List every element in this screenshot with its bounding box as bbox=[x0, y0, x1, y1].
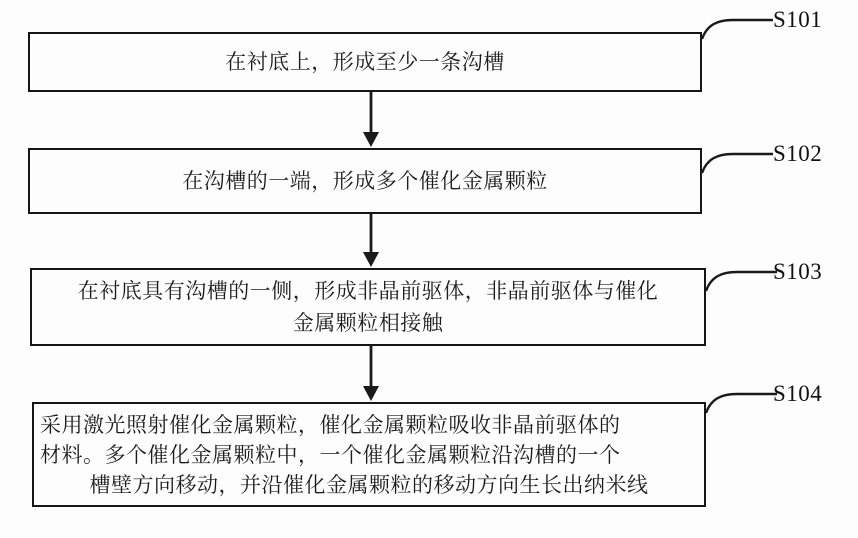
step-box-s104 bbox=[32, 402, 706, 507]
step-s103-text-line1: 在衬底具有沟槽的一侧，形成非晶前驱体，非晶前驱体与催化 bbox=[77, 279, 659, 303]
step-box-s102 bbox=[28, 148, 702, 214]
step-s104-text-line3: 槽壁方向移动，并沿催化金属颗粒的移动方向生长出纳米线 bbox=[89, 472, 649, 497]
step-s104-text-line2: 材料。多个催化金属颗粒中，一个催化金属颗粒沿沟槽的一个 bbox=[40, 442, 621, 467]
step-s102-text: 在沟槽的一端，形成多个催化金属颗粒 bbox=[182, 169, 548, 193]
leader-line-s103 bbox=[704, 267, 778, 295]
step-s103-text-line2: 金属颗粒相接触 bbox=[292, 311, 444, 335]
step-box-s103 bbox=[30, 268, 706, 346]
leader-line-s104 bbox=[704, 389, 778, 417]
step-label-s101: S101 bbox=[773, 7, 823, 32]
step-s101-text: 在衬底上，形成至少一条沟槽 bbox=[225, 50, 505, 74]
leader-line-s101 bbox=[700, 15, 774, 43]
down-arrow-icon bbox=[361, 214, 381, 267]
step-label-s103: S103 bbox=[773, 259, 823, 284]
step-box-s101 bbox=[28, 32, 702, 92]
step-s104-text-line1: 采用激光照射催化金属颗粒，催化金属颗粒吸收非晶前驱体的 bbox=[40, 412, 621, 437]
leader-line-s102 bbox=[700, 149, 774, 177]
down-arrow-icon bbox=[361, 92, 381, 147]
step-label-s104: S104 bbox=[773, 381, 823, 406]
step-label-s102: S102 bbox=[773, 141, 823, 166]
down-arrow-icon bbox=[361, 346, 381, 401]
